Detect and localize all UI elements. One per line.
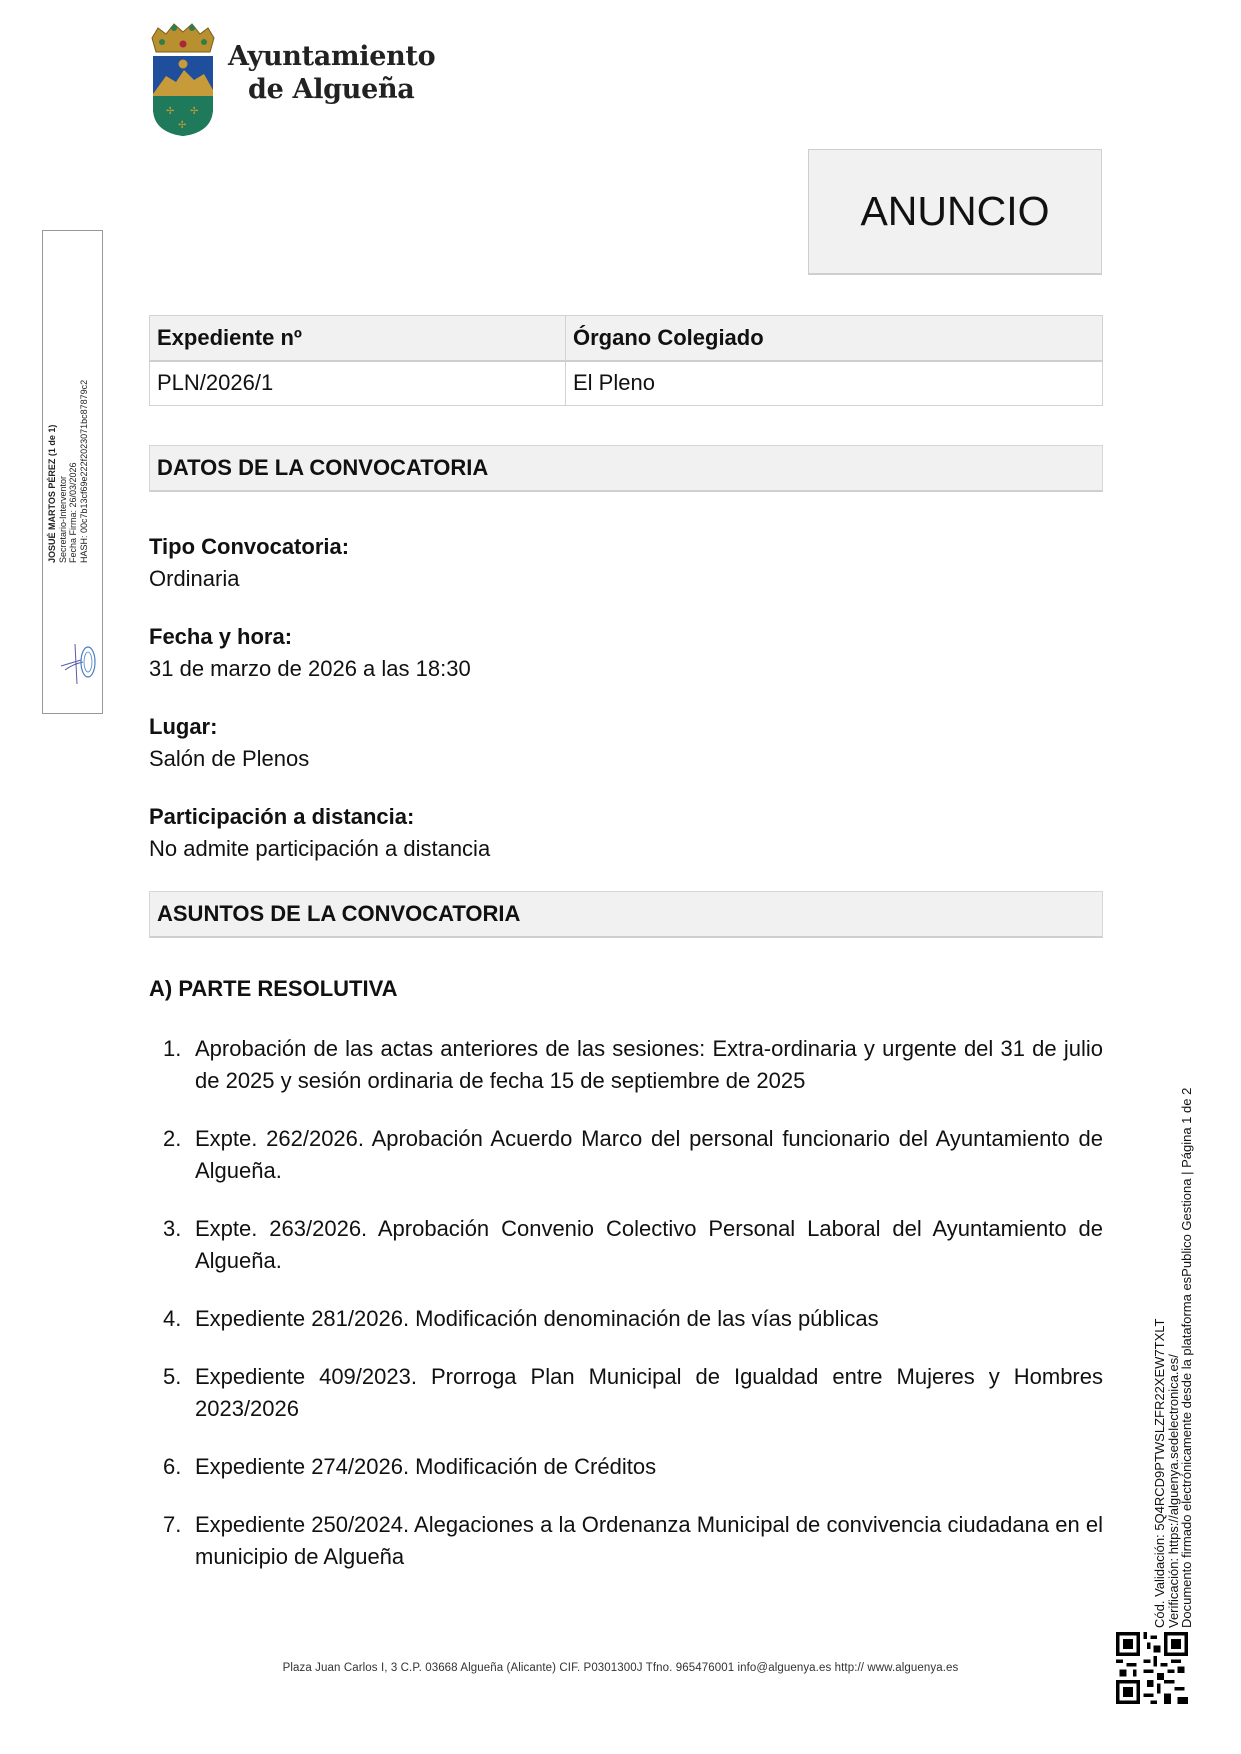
field-value: Ordinaria [149,566,240,591]
item-text: Expediente 409/2023. Prorroga Plan Municipal de Igualdad entre Mujeres y Hombres 2023/2026 [195,1364,1103,1421]
field-label: Fecha y hora: [149,624,293,649]
signature-stamp [42,230,103,714]
municipal-logo [148,20,448,138]
section-title: ASUNTOS DE LA CONVOCATORIA [157,901,521,926]
field-lugar [149,711,309,775]
document-type-title: ANUNCIO [860,188,1050,234]
item-text: Expediente 281/2026. Modificación denominación de las vías públicas [195,1306,879,1331]
field-label: Participación a distancia: [149,804,415,829]
document-type-box [808,149,1102,275]
signature-details [47,303,89,563]
table-header-row [150,316,1103,361]
item-text: Expte. 262/2026. Aprobación Acuerdo Marco del personal funcionario del Ayuntamiento de Algueña. [195,1126,1103,1183]
agenda-subheading: A) PARTE RESOLUTIVA [149,976,398,1001]
item-text: Expte. 263/2026. Aprobación Convenio Colectivo Personal Laboral del Ayuntamiento de Algueña. [195,1216,1103,1273]
svg-text:✢: ✢ [166,106,175,117]
item-number: 4. [163,1306,182,1331]
item-number: 2. [163,1126,182,1151]
column-header-organo: Órgano Colegiado [566,316,1103,361]
list-item [149,1451,1103,1483]
validation-code: Cód. Validación: 5Q4RCD9PTWSLZFR22XEW7TXLT [1152,1318,1167,1628]
verification-url[interactable]: Verificación: https://alguenya.sedelectronica.es/ [1165,1354,1181,1628]
expediente-table [149,315,1103,406]
agenda-list [149,1033,1103,1599]
list-item [149,1213,1103,1277]
section-header-datos [149,445,1103,492]
page-footer [0,1662,1241,1674]
table-row [150,361,1103,406]
list-item [149,1361,1103,1425]
org-name-line1: Ayuntamiento [228,41,436,72]
handwritten-signature-icon [51,626,99,696]
signer-name: JOSUÉ MARTOS PÉREZ (1 de 1) [47,424,57,563]
svg-text:✢: ✢ [190,106,199,117]
field-label: Tipo Convocatoria: [149,534,350,559]
validation-info [1153,1088,1194,1628]
organization-name [228,40,435,106]
expediente-number: PLN/2026/1 [150,361,566,406]
field-label: Lugar: [149,714,218,739]
item-number: 3. [163,1216,182,1241]
organo-colegiado: El Pleno [566,361,1103,406]
item-text: Expediente 274/2026. Modificación de Créditos [195,1454,657,1479]
item-text: Aprobación de las actas anteriores de las sesiones: Extra-ordinaria y urgente del 31 de julio de 2025 y sesión ordinaria de fecha 15 de septiembre de 2025 [195,1036,1103,1093]
signed-note: Documento firmado electrónicamente desde la plataforma esPublico Gestiona | Página 1 de 2 [1179,1087,1194,1628]
list-item [149,1033,1103,1097]
field-fecha-hora [149,621,471,685]
item-number: 7. [163,1512,182,1537]
signer-role: Secretario-Interventor [57,475,68,563]
signature-hash: HASH: 00c7b13cf69e222f2023071bc87879c2 [78,379,89,563]
field-participacion-distancia [149,801,490,865]
item-number: 5. [163,1364,182,1389]
section-header-asuntos [149,891,1103,938]
field-value: No admite participación a distancia [149,836,491,861]
item-text: Expediente 250/2024. Alegaciones a la Ordenanza Municipal de convivencia ciudadana en el municipio de Algueña [195,1512,1103,1569]
item-number: 6. [163,1454,182,1479]
footer-contact-info: Plaza Juan Carlos I, 3 C.P. 03668 Algueña (Alicante) CIF. P0301300J Tfno. 965476001 info@alguenya.es http:// www.alguenya.es [282,1662,959,1674]
coat-of-arms-icon [148,20,218,138]
list-item [149,1509,1103,1573]
field-value: 31 de marzo de 2026 a las 18:30 [149,656,471,681]
field-tipo-convocatoria [149,531,349,595]
signature-date: Fecha Firma: 26/03/2026 [68,462,78,563]
list-item [149,1303,1103,1335]
field-value: Salón de Plenos [149,746,310,771]
item-number: 1. [163,1036,182,1061]
svg-text:✢: ✢ [178,120,187,131]
column-header-expediente: Expediente nº [150,316,566,361]
section-title: DATOS DE LA CONVOCATORIA [157,455,489,480]
list-item [149,1123,1103,1187]
org-name-line2: de Algueña [248,74,415,105]
